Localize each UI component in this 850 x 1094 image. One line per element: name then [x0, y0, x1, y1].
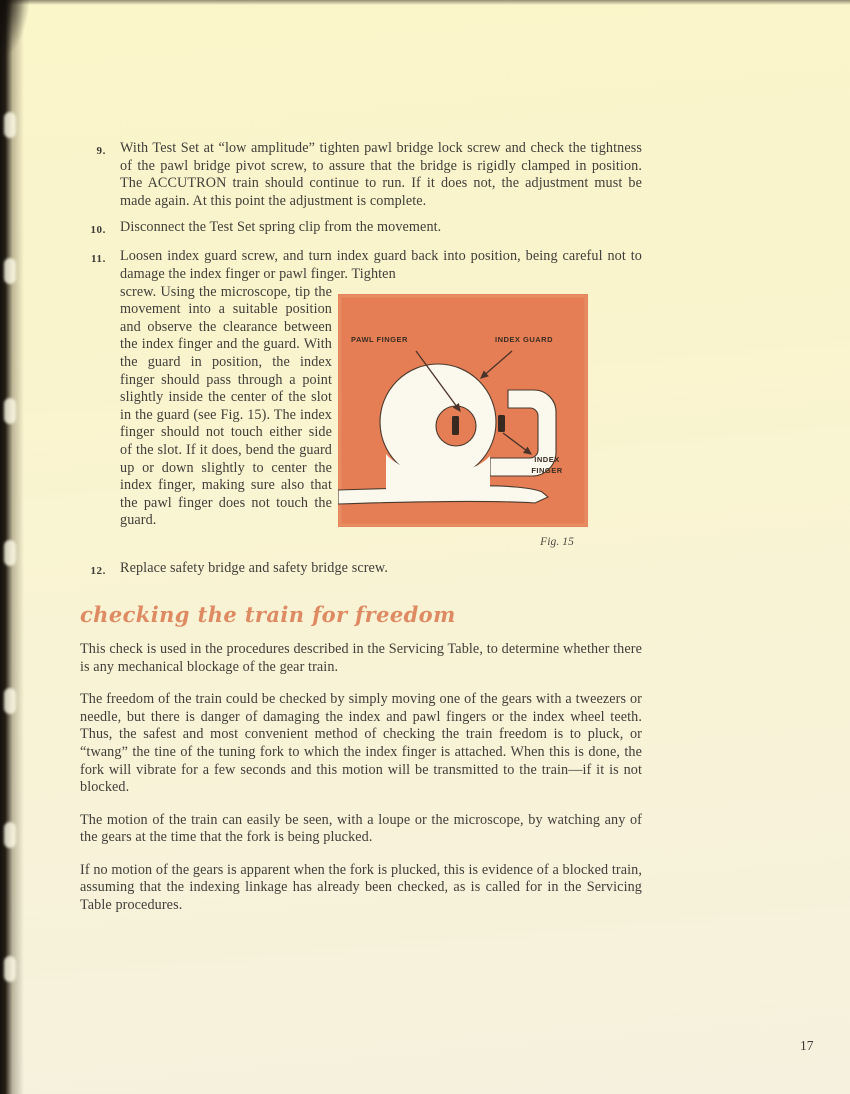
figure-caption: Fig. 15 — [540, 535, 574, 548]
page-top-edge — [0, 0, 850, 5]
step-number: 10. — [90, 223, 106, 236]
page-number: 17 — [800, 1038, 814, 1053]
figure-15 — [338, 294, 588, 552]
step-number: 9. — [96, 144, 106, 157]
step-12 — [80, 560, 642, 580]
body-paragraph: If no motion of the gears is apparent when the fork is plucked, this is evidence of a blocked train, assuming that the indexing linkage has already been checked, as is called for in the Servicing Table procedures. — [80, 861, 642, 914]
page-content — [80, 140, 642, 930]
binding-notch — [4, 956, 16, 982]
binding-notch — [4, 688, 16, 714]
book-spine-edge — [0, 0, 24, 1094]
body-paragraph: The freedom of the train could be checked by simply moving one of the gears with a tweezers or needle, but there is danger of damaging the index and pawl fingers or the index wheel teeth. Thus, the safest and most convenient method of checking the train freedom is to pluck, or “twang” the tine of the tuning fork to which the index finger is attached. When this is done, the fork will vibrate for a few seconds and this motion will be transmitted to the train—if it is not blocked. — [80, 691, 642, 796]
step-number: 11. — [91, 252, 106, 265]
index-guard-diagram — [338, 294, 588, 527]
step-text: With Test Set at “low amplitude” tighten pawl bridge lock screw and check the tightness of the pawl bridge pivot screw, to assure that the bridge is rigidly clamped in position. The ACCUTRON train should continue to run. If it does not, the adjustment must be made again. At this point the adjustment is complete. — [120, 140, 642, 209]
binding-notch — [4, 258, 16, 284]
binding-notch — [4, 822, 16, 848]
binding-notch — [4, 540, 16, 566]
label-index-finger: INDEX FINGER — [531, 454, 563, 476]
step-text-beside-figure: screw. Using the microscope, tip the movement into a suitable position and observe the clearance between the index finger and the guard. With the guard in position, the index finger should pass through a point slightly inside the center of the slot in the guard (see Fig. 15). The index finger should not touch either side of the slot. If it does, bend the guard up or down slightly to center the index finger, making sure also that the pawl finger does not touch the guard. — [120, 283, 332, 529]
step-text: Disconnect the Test Set spring clip from the movement. — [120, 219, 442, 236]
body-paragraph: The motion of the train can easily be seen, with a loupe or the microscope, by watching any of the gears at the time that the fork is being plucked. — [80, 811, 642, 846]
step-11 — [80, 248, 642, 551]
label-pawl-finger: PAWL FINGER — [351, 334, 408, 344]
body-paragraph: This check is used in the procedures described in the Servicing Table, to determine whether there is any mechanical blockage of the gear train. — [80, 640, 642, 675]
step-text: Replace safety bridge and safety bridge screw. — [120, 560, 389, 577]
step-9 — [80, 140, 642, 210]
label-index-guard: INDEX GUARD — [495, 334, 554, 344]
diagram-artwork — [338, 294, 588, 527]
step-text-intro: Loosen index guard screw, and turn index guard back into position, being careful not to damage the index finger or pawl finger. Tighten — [120, 248, 642, 283]
section-heading: checking the train for freedom — [80, 602, 456, 628]
binding-notch — [4, 398, 16, 424]
step-number: 12. — [90, 564, 106, 577]
binding-notch — [4, 112, 16, 138]
text-and-figure-row — [120, 284, 642, 552]
step-10 — [80, 219, 642, 239]
